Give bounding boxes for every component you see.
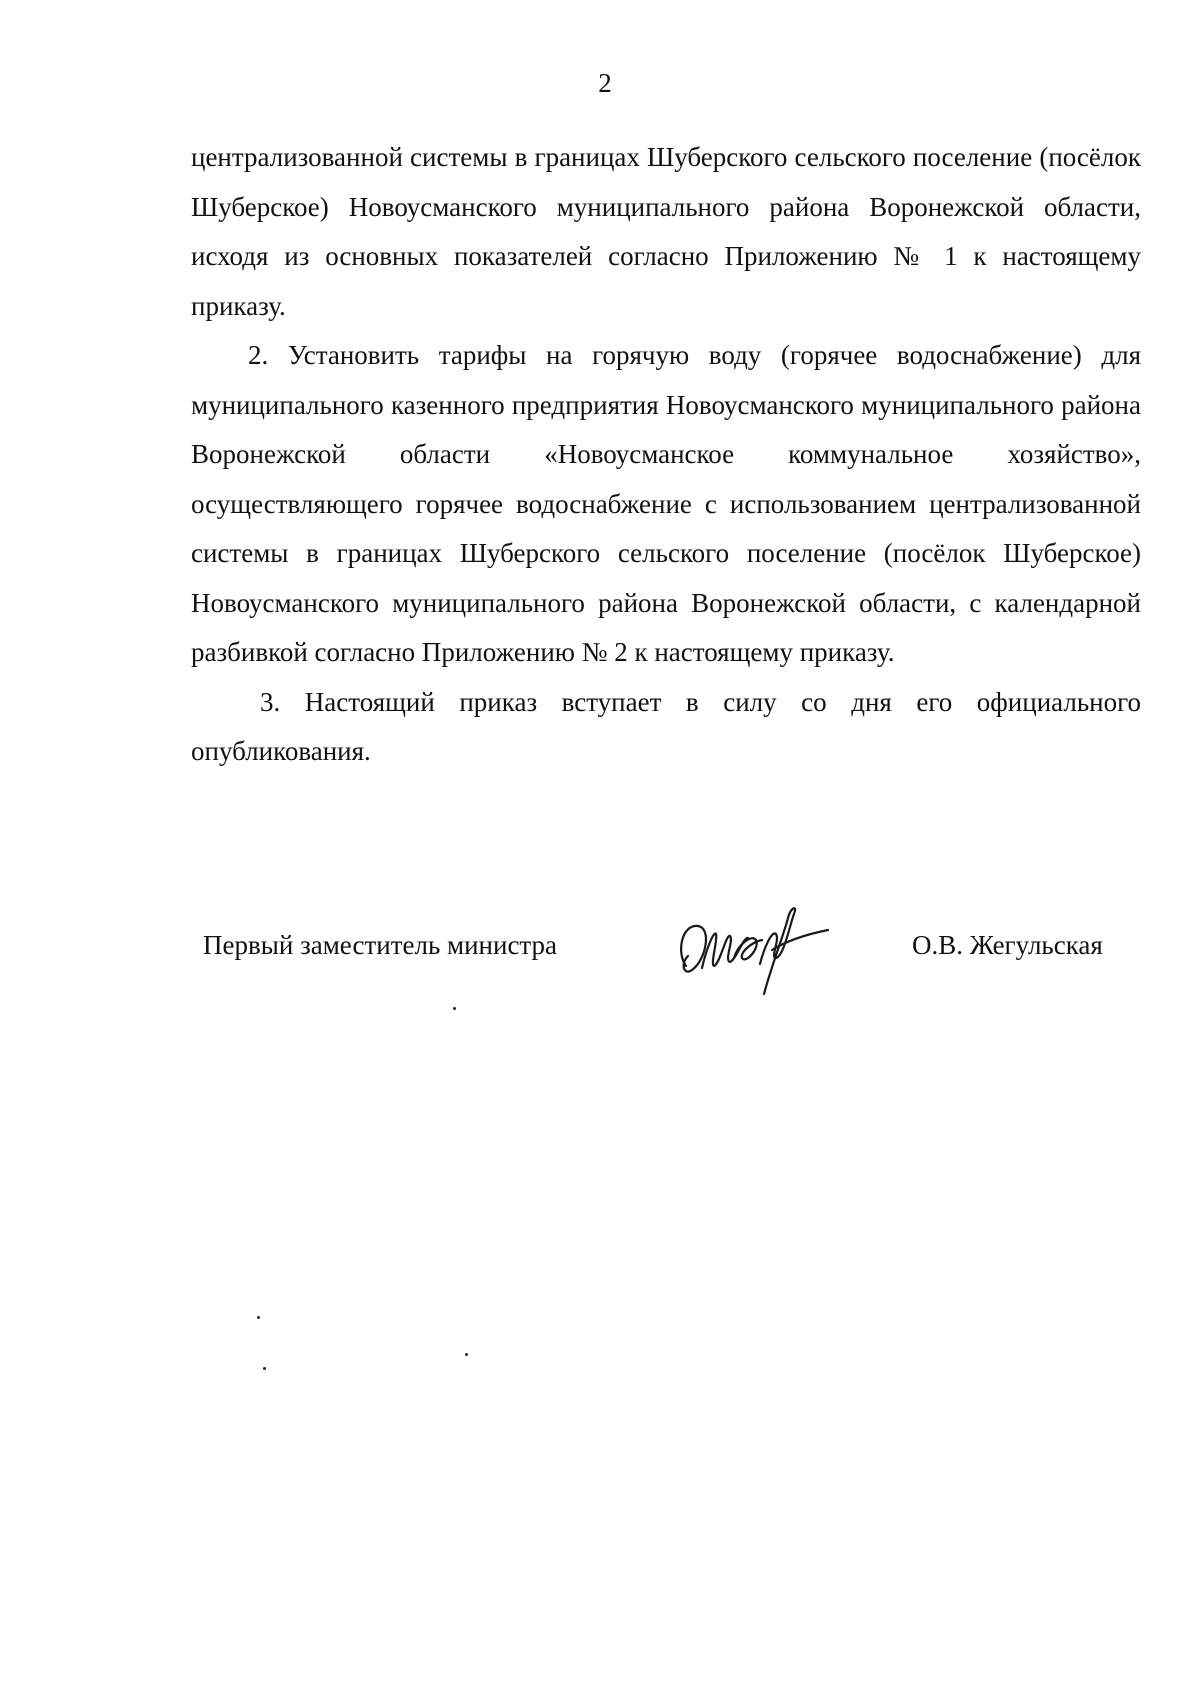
paragraph-continuation: централизованной системы в границах Шуберского сельского поселение (посёлок Шуберское) Новоусманского муниципального района Воронежской области, исходя из основных показателей согласно Приложению № 1 к настоящему приказу. <box>191 142 1141 321</box>
signature-block <box>0 920 1200 980</box>
document-body <box>191 133 1141 777</box>
handwritten-signature <box>672 894 832 1014</box>
paragraph-item-3: 3. Настоящий приказ вступает в силу со дня его официального опубликования. <box>191 686 1141 766</box>
scan-artifact <box>465 1353 468 1356</box>
signer-title: Первый заместитель министра <box>203 930 558 960</box>
paragraph-item-2: 2. Установить тарифы на горячую воду (горячее водоснабжение) для муниципального казенного предприятия Новоусманского муниципального района Воронежской области «Новоусманское коммунальное хозяйство», осуществляющего горячее водоснабжение с использованием централизованной системы в границах Шуберского сельского поселение (посёлок Шуберское) Новоусманского муниципального района Воронежской области, с календарной разбивкой согласно Приложению № 2 к настоящему приказу. <box>191 340 1141 667</box>
signer-name: О.В. Жегульская <box>912 930 1103 960</box>
scan-artifact <box>263 1367 266 1370</box>
scan-artifact <box>257 1316 260 1319</box>
scan-artifact <box>453 1007 456 1010</box>
page-number: 2 <box>598 68 612 98</box>
